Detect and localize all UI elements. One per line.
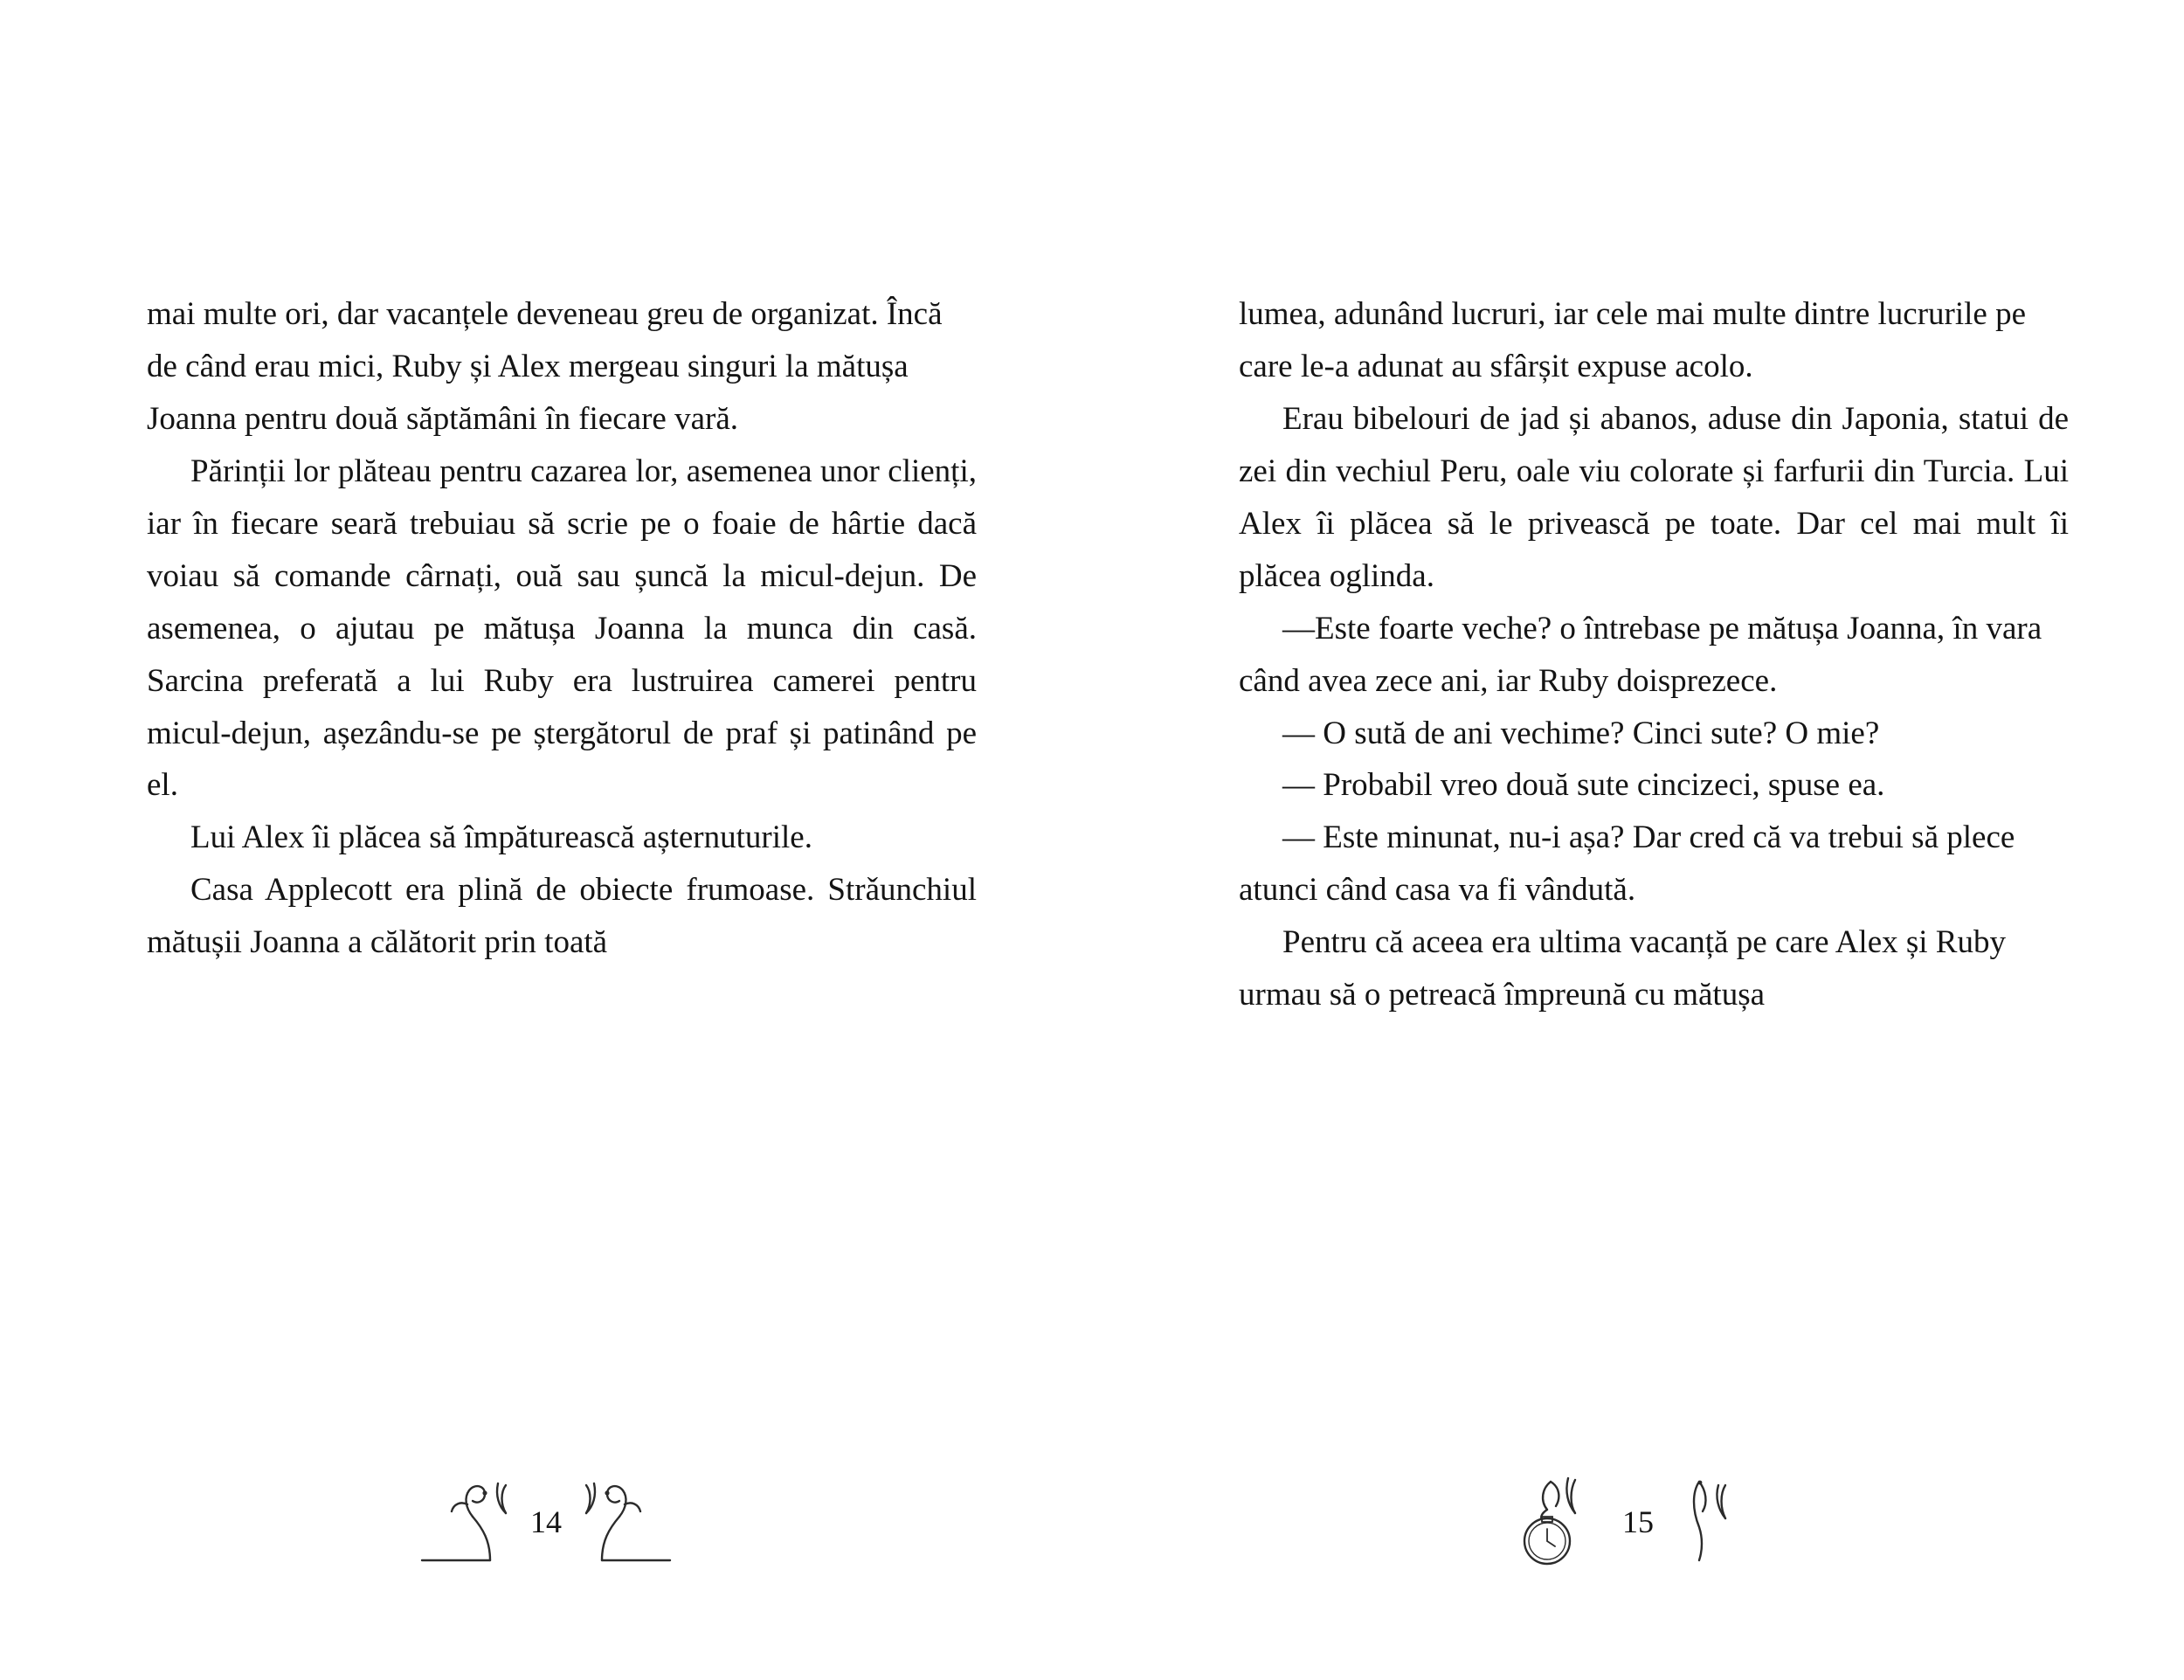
page-number: 15 [1622, 1504, 1654, 1539]
flourish-ornament-icon [581, 1466, 677, 1571]
paragraph: lumea, adunând lucruri, iar cele mai multe dintre lucrurile pe care le-a adunat au sfârșit expuse acolo. [1239, 296, 2026, 384]
flourish-ornament-icon [1673, 1466, 1769, 1571]
paragraph: — O sută de ani vechime? Cinci sute? O mie? [1282, 715, 1880, 751]
paragraph: Casa Applecott era plină de obiecte frumoase. Strǎunchiul mătușii Joanna a călătorit prin toată [147, 872, 977, 961]
paragraph: — Este minunat, nu-i așa? Dar cred că va trebui să plece atunci când casa va fi vândută. [1239, 819, 2015, 909]
page-number: 14 [530, 1504, 562, 1539]
pocket-watch-ornament-icon [1507, 1466, 1603, 1571]
right-page-folio [1092, 1462, 2184, 1575]
right-page [1092, 0, 2184, 1680]
paragraph: Lui Alex îi plăcea să împăturească așternuturile. [190, 819, 812, 856]
paragraph: —Este foarte veche? o întrebase pe mătușa Joanna, în vara când avea zece ani, iar Ruby doisprezece. [1239, 610, 2042, 699]
paragraph: mai multe ori, dar vacanțele deveneau greu de organizat. Încă de când erau mici, Ruby și Alex mergeau singuri la mătușa Joanna pentru două săptămâni în fiecare vară. [147, 296, 943, 437]
right-page-text-block [1239, 288, 2069, 1021]
paragraph: Erau bibelouri de jad și abanos, aduse din Japonia, statui de zei din vechiul Peru, oale viu colorate și farfurii din Turcia. Lui Alex îi plăcea să le privească pe toate. Dar cel mai mult îi plăcea oglinda. [1239, 400, 2069, 594]
paragraph: Părinții lor plăteau pentru cazarea lor, asemenea unor clienți, iar în fiecare seară trebuiau să scrie pe o foaie de hârtie dacă voiau să comande cârnați, ouă sau șuncă la micul-dejun. De asemenea, o ajutau pe mătușa Joanna la munca din casă. Sarcina preferată a lui Ruby era lustruirea camerei pentru micul-dejun, așezându-se pe ștergătorul de praf și patinând pe el. [147, 453, 977, 804]
paragraph: — Probabil vreo două sute cincizeci, spuse ea. [1282, 767, 1885, 804]
left-page-text-block [147, 288, 977, 969]
left-page-folio [0, 1462, 1092, 1575]
paragraph: Pentru că aceea era ultima vacanță pe care Alex și Ruby urmau să o petreacă împreună cu mătușa [1239, 924, 2006, 1013]
flourish-ornament-icon [415, 1466, 511, 1571]
